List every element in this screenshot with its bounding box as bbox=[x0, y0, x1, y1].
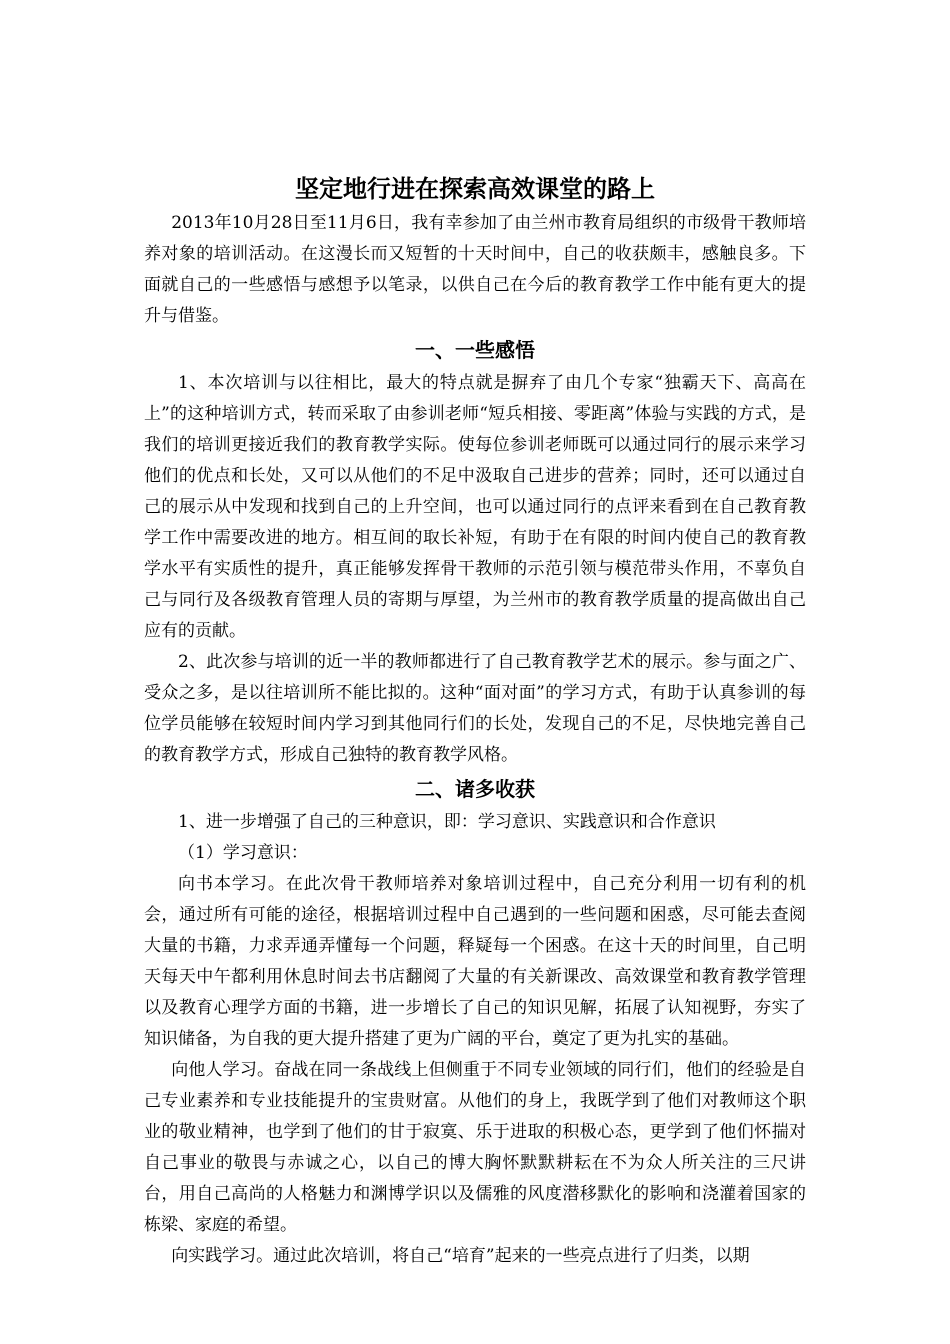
section-heading-1: 一、一些感悟 bbox=[415, 338, 535, 362]
section1-paragraph-2: 2、此次参与培训的近一半的教师都进行了自己教育教学艺术的展示。参与面之广、受众之多，是以往培训所不能比拟的。这种“面对面”的学习方式，有助于认真参训的每位学员能够在较短时间内学习到其他同行们的长处，发现自己的不足，尽快地完善自己的教育教学方式，形成自己独特的教育教学风格。 bbox=[144, 652, 806, 765]
section2-paragraph-2: （1）学习意识： bbox=[178, 843, 308, 863]
intro-paragraph: 2013年10月28日至11月6日，我有幸参加了由兰州市教育局组织的市级骨干教师培养对象的培训活动。在这漫长而又短暂的十天时间中，自己的收获颇丰，感触良多。下面就自己的一些感悟与感想予以笔录，以供自己在今后的教育教学工作中能有更大的提升与借鉴。 bbox=[144, 213, 806, 326]
section2-paragraph-5: 向实践学习。通过此次培训，将自己“培育”起来的一些亮点进行了归类，以期 bbox=[171, 1246, 750, 1266]
section2-paragraph-3: 向书本学习。在此次骨干教师培养对象培训过程中，自己充分利用一切有利的机会，通过所有可能的途径，根据培训过程中自己遇到的一些问题和困惑，尽可能去查阅大量的书籍，力求弄通弄懂每一个问题，释疑每一个困惑。在这十天的时间里，自己明天每天中午都利用休息时间去书店翻阅了大量的有关新课改、高效课堂和教育教学管理以及教育心理学方面的书籍，进一步增长了自己的知识见解，拓展了认知视野，夯实了知识储备，为自我的更大提升搭建了更为广阔的平台，奠定了更为扎实的基础。 bbox=[144, 874, 806, 1049]
section2-paragraph-1: 1、进一步增强了自己的三种意识，即：学习意识、实践意识和合作意识 bbox=[178, 812, 716, 832]
section1-paragraph-1: 1、本次培训与以往相比，最大的特点就是摒弃了由几个专家“独霸天下、高高在上”的这种培训方式，转而采取了由参训老师“短兵相接、零距离”体验与实践的方式，是我们的培训更接近我们的教育教学实际。使每位参训老师既可以通过同行的展示来学习他们的优点和长处，又可以从他们的不足中汲取自己进步的营养；同时，还可以通过自己的展示从中发现和找到自己的上升空间，也可以通过同行的点评来看到在自己教育教学工作中需要改进的地方。相互间的取长补短，有助于在有限的时间内使自己的教育教学水平有实质性的提升，真正能够发挥骨干教师的示范引领与模范带头作用，不辜负自己与同行及各级教育管理人员的寄期与厚望，为兰州市的教育教学质量的提高做出自己应有的贡献。 bbox=[144, 373, 806, 641]
document-page bbox=[144, 170, 806, 1272]
document-title: 坚定地行进在探索高效课堂的路上 bbox=[295, 174, 655, 203]
section-heading-2: 二、诸多收获 bbox=[415, 777, 535, 801]
section2-paragraph-4: 向他人学习。奋战在同一条战线上但侧重于不同专业领域的同行们，他们的经验是自己专业素养和专业技能提升的宝贵财富。从他们的身上，我既学到了他们对教师这个职业的敬业精神，也学到了他们的甘于寂寞、乐于进取的积极心态，更学到了他们怀揣对自己事业的敬畏与赤诚之心，以自己的博大胸怀默默耕耘在不为众人所关注的三尺讲台，用自己高尚的人格魅力和渊博学识以及儒雅的风度潜移默化的影响和浇灌着国家的栋梁、家庭的希望。 bbox=[144, 1060, 806, 1235]
